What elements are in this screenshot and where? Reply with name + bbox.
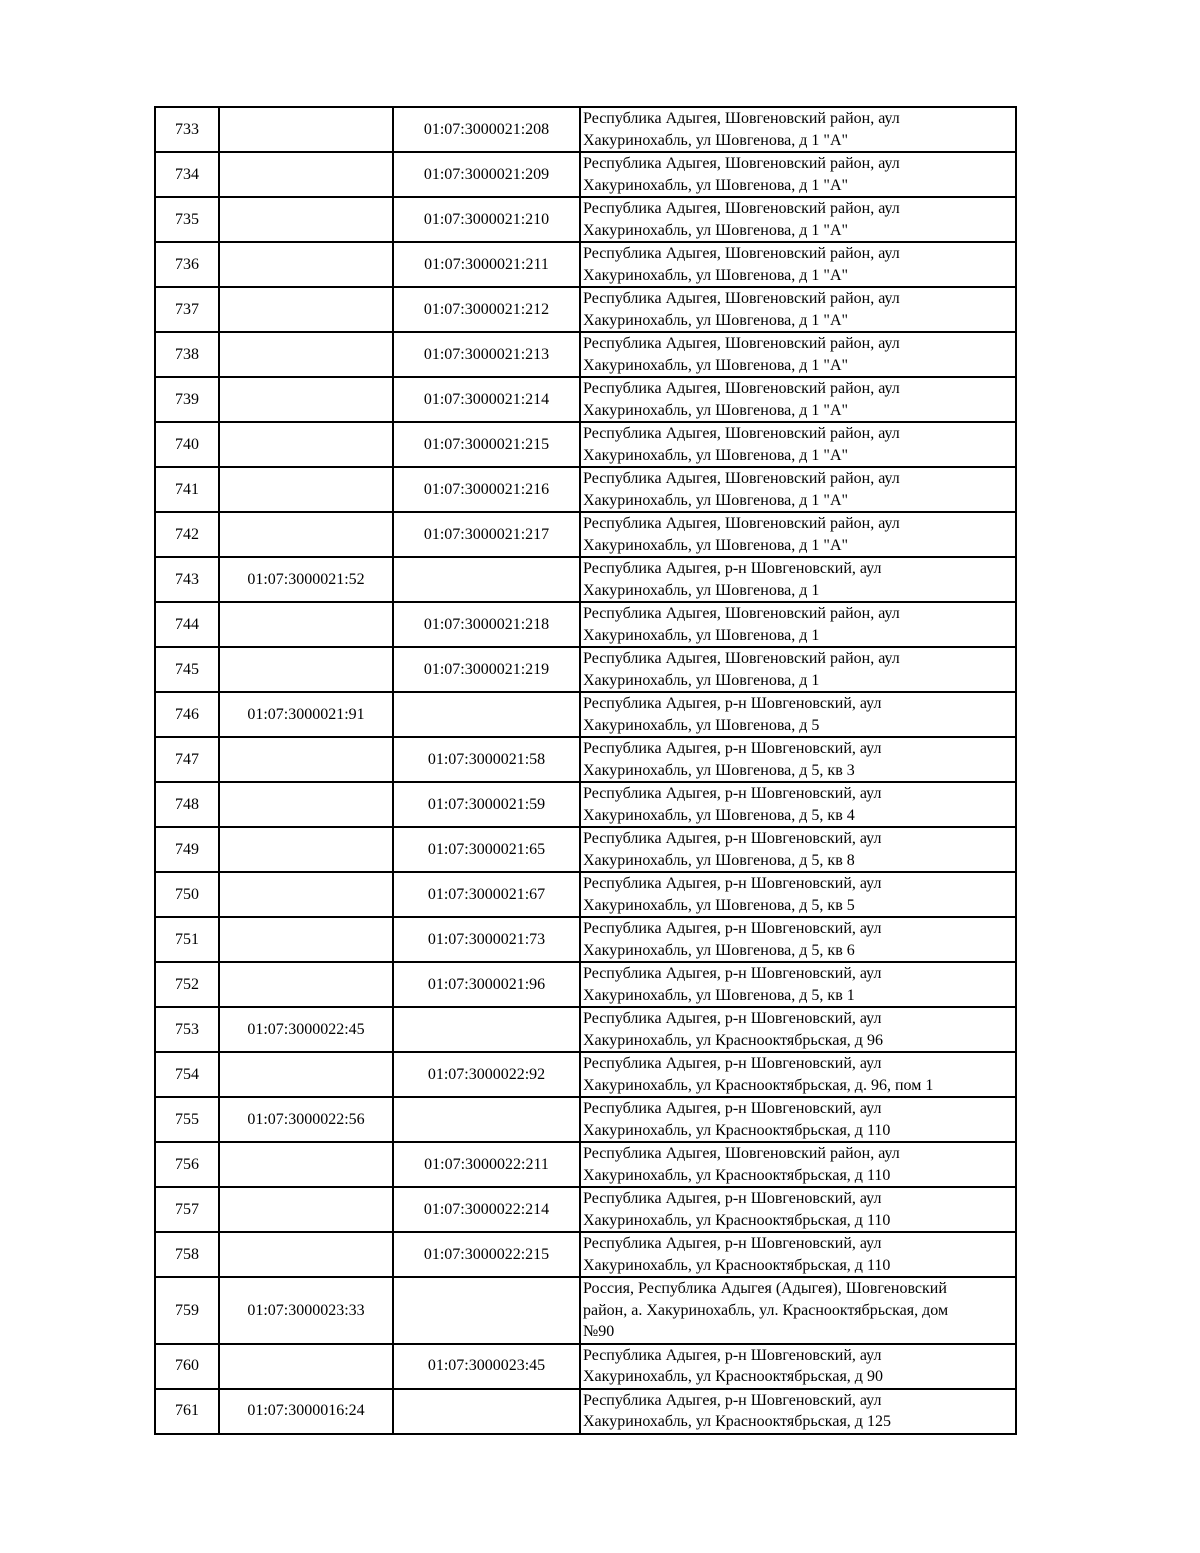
address-cell: Республика Адыгея, р-н Шовгеновский, аул Хакуринохабль, ул Краснооктябрьская, д 90 xyxy=(580,1344,1016,1389)
row-number-cell: 754 xyxy=(155,1052,219,1097)
row-number-cell: 749 xyxy=(155,827,219,872)
table-row xyxy=(155,1142,1016,1187)
land-cadastral-number-cell xyxy=(219,1142,393,1187)
address-cell: Республика Адыгея, р-н Шовгеновский, аул Хакуринохабль, ул Краснооктябрьская, д 125 xyxy=(580,1389,1016,1434)
address-cell: Республика Адыгея, р-н Шовгеновский, аул Хакуринохабль, ул Шовгенова, д 5, кв 3 xyxy=(580,737,1016,782)
address-cell: Республика Адыгея, Шовгеновский район, аул Хакуринохабль, ул Шовгенова, д 1 "А" xyxy=(580,422,1016,467)
row-number-cell: 752 xyxy=(155,962,219,1007)
object-cadastral-number-cell: 01:07:3000021:218 xyxy=(393,602,580,647)
table-row xyxy=(155,1097,1016,1142)
table-row xyxy=(155,872,1016,917)
land-cadastral-number-cell xyxy=(219,872,393,917)
row-number-cell: 757 xyxy=(155,1187,219,1232)
address-cell: Республика Адыгея, р-н Шовгеновский, аул Хакуринохабль, ул Шовгенова, д 5, кв 4 xyxy=(580,782,1016,827)
object-cadastral-number-cell xyxy=(393,1007,580,1052)
object-cadastral-number-cell: 01:07:3000022:215 xyxy=(393,1232,580,1277)
object-cadastral-number-cell: 01:07:3000021:211 xyxy=(393,242,580,287)
table-row xyxy=(155,197,1016,242)
row-number-cell: 741 xyxy=(155,467,219,512)
object-cadastral-number-cell: 01:07:3000021:219 xyxy=(393,647,580,692)
table-row xyxy=(155,1389,1016,1434)
land-cadastral-number-cell: 01:07:3000022:45 xyxy=(219,1007,393,1052)
address-cell: Республика Адыгея, р-н Шовгеновский, аул Хакуринохабль, ул Шовгенова, д 5, кв 1 xyxy=(580,962,1016,1007)
property-registry-table xyxy=(154,106,1017,1435)
table-row xyxy=(155,1187,1016,1232)
table-row xyxy=(155,1277,1016,1344)
address-cell: Республика Адыгея, р-н Шовгеновский, аул Хакуринохабль, ул Краснооктябрьская, д 110 xyxy=(580,1232,1016,1277)
land-cadastral-number-cell: 01:07:3000022:56 xyxy=(219,1097,393,1142)
object-cadastral-number-cell xyxy=(393,1389,580,1434)
address-cell: Республика Адыгея, р-н Шовгеновский, аул Хакуринохабль, ул Краснооктябрьская, д 96 xyxy=(580,1007,1016,1052)
object-cadastral-number-cell: 01:07:3000021:210 xyxy=(393,197,580,242)
land-cadastral-number-cell: 01:07:3000023:33 xyxy=(219,1277,393,1344)
object-cadastral-number-cell: 01:07:3000022:214 xyxy=(393,1187,580,1232)
land-cadastral-number-cell xyxy=(219,242,393,287)
table-row xyxy=(155,107,1016,152)
row-number-cell: 735 xyxy=(155,197,219,242)
address-cell: Республика Адыгея, р-н Шовгеновский, аул Хакуринохабль, ул Краснооктябрьская, д 110 xyxy=(580,1187,1016,1232)
row-number-cell: 753 xyxy=(155,1007,219,1052)
table-row xyxy=(155,422,1016,467)
row-number-cell: 760 xyxy=(155,1344,219,1389)
row-number-cell: 758 xyxy=(155,1232,219,1277)
row-number-cell: 759 xyxy=(155,1277,219,1344)
land-cadastral-number-cell xyxy=(219,647,393,692)
row-number-cell: 751 xyxy=(155,917,219,962)
land-cadastral-number-cell xyxy=(219,602,393,647)
land-cadastral-number-cell xyxy=(219,827,393,872)
row-number-cell: 745 xyxy=(155,647,219,692)
object-cadastral-number-cell: 01:07:3000021:67 xyxy=(393,872,580,917)
address-cell: Республика Адыгея, Шовгеновский район, аул Хакуринохабль, ул Шовгенова, д 1 "А" xyxy=(580,512,1016,557)
land-cadastral-number-cell xyxy=(219,512,393,557)
address-cell: Республика Адыгея, р-н Шовгеновский, аул Хакуринохабль, ул Краснооктябрьская, д 110 xyxy=(580,1097,1016,1142)
object-cadastral-number-cell: 01:07:3000021:209 xyxy=(393,152,580,197)
object-cadastral-number-cell: 01:07:3000021:215 xyxy=(393,422,580,467)
row-number-cell: 736 xyxy=(155,242,219,287)
address-cell: Республика Адыгея, р-н Шовгеновский, аул Хакуринохабль, ул Краснооктябрьская, д. 96, пом 1 xyxy=(580,1052,1016,1097)
object-cadastral-number-cell: 01:07:3000021:65 xyxy=(393,827,580,872)
address-cell: Республика Адыгея, р-н Шовгеновский, аул Хакуринохабль, ул Шовгенова, д 1 xyxy=(580,557,1016,602)
table-row xyxy=(155,377,1016,422)
table-row xyxy=(155,1052,1016,1097)
land-cadastral-number-cell xyxy=(219,962,393,1007)
table-row xyxy=(155,332,1016,377)
table-row xyxy=(155,467,1016,512)
land-cadastral-number-cell xyxy=(219,1344,393,1389)
address-cell: Республика Адыгея, Шовгеновский район, аул Хакуринохабль, ул Шовгенова, д 1 "А" xyxy=(580,242,1016,287)
table-row xyxy=(155,962,1016,1007)
row-number-cell: 750 xyxy=(155,872,219,917)
address-cell: Республика Адыгея, Шовгеновский район, аул Хакуринохабль, ул Шовгенова, д 1 "А" xyxy=(580,107,1016,152)
object-cadastral-number-cell: 01:07:3000021:212 xyxy=(393,287,580,332)
object-cadastral-number-cell xyxy=(393,1097,580,1142)
row-number-cell: 744 xyxy=(155,602,219,647)
land-cadastral-number-cell: 01:07:3000016:24 xyxy=(219,1389,393,1434)
address-cell: Республика Адыгея, р-н Шовгеновский, аул Хакуринохабль, ул Шовгенова, д 5, кв 5 xyxy=(580,872,1016,917)
address-cell: Республика Адыгея, р-н Шовгеновский, аул Хакуринохабль, ул Шовгенова, д 5, кв 6 xyxy=(580,917,1016,962)
land-cadastral-number-cell xyxy=(219,1232,393,1277)
row-number-cell: 734 xyxy=(155,152,219,197)
object-cadastral-number-cell: 01:07:3000021:96 xyxy=(393,962,580,1007)
address-cell: Республика Адыгея, Шовгеновский район, аул Хакуринохабль, ул Шовгенова, д 1 "А" xyxy=(580,377,1016,422)
object-cadastral-number-cell: 01:07:3000022:92 xyxy=(393,1052,580,1097)
address-cell: Республика Адыгея, Шовгеновский район, аул Хакуринохабль, ул Краснооктябрьская, д 110 xyxy=(580,1142,1016,1187)
object-cadastral-number-cell: 01:07:3000022:211 xyxy=(393,1142,580,1187)
land-cadastral-number-cell xyxy=(219,782,393,827)
address-cell: Республика Адыгея, р-н Шовгеновский, аул Хакуринохабль, ул Шовгенова, д 5, кв 8 xyxy=(580,827,1016,872)
object-cadastral-number-cell xyxy=(393,557,580,602)
land-cadastral-number-cell xyxy=(219,1187,393,1232)
object-cadastral-number-cell: 01:07:3000021:59 xyxy=(393,782,580,827)
row-number-cell: 755 xyxy=(155,1097,219,1142)
table-row xyxy=(155,512,1016,557)
row-number-cell: 743 xyxy=(155,557,219,602)
table-row xyxy=(155,737,1016,782)
land-cadastral-number-cell xyxy=(219,1052,393,1097)
address-cell: Республика Адыгея, Шовгеновский район, аул Хакуринохабль, ул Шовгенова, д 1 "А" xyxy=(580,287,1016,332)
table-row xyxy=(155,602,1016,647)
table-row xyxy=(155,287,1016,332)
row-number-cell: 737 xyxy=(155,287,219,332)
address-cell: Республика Адыгея, Шовгеновский район, аул Хакуринохабль, ул Шовгенова, д 1 xyxy=(580,602,1016,647)
table-row xyxy=(155,1007,1016,1052)
land-cadastral-number-cell xyxy=(219,107,393,152)
address-cell: Республика Адыгея, Шовгеновский район, аул Хакуринохабль, ул Шовгенова, д 1 "А" xyxy=(580,152,1016,197)
table-row xyxy=(155,917,1016,962)
table-row xyxy=(155,782,1016,827)
object-cadastral-number-cell: 01:07:3000021:217 xyxy=(393,512,580,557)
address-cell: Россия, Республика Адыгея (Адыгея), Шовгеновский район, а. Хакуринохабль, ул. Краснооктябрьская, дом №90 xyxy=(580,1277,1016,1344)
row-number-cell: 738 xyxy=(155,332,219,377)
row-number-cell: 740 xyxy=(155,422,219,467)
land-cadastral-number-cell xyxy=(219,422,393,467)
land-cadastral-number-cell xyxy=(219,197,393,242)
row-number-cell: 748 xyxy=(155,782,219,827)
row-number-cell: 733 xyxy=(155,107,219,152)
row-number-cell: 747 xyxy=(155,737,219,782)
table-row xyxy=(155,1344,1016,1389)
table-row xyxy=(155,692,1016,737)
land-cadastral-number-cell xyxy=(219,332,393,377)
table-row xyxy=(155,152,1016,197)
object-cadastral-number-cell: 01:07:3000021:208 xyxy=(393,107,580,152)
object-cadastral-number-cell: 01:07:3000021:214 xyxy=(393,377,580,422)
address-cell: Республика Адыгея, Шовгеновский район, аул Хакуринохабль, ул Шовгенова, д 1 xyxy=(580,647,1016,692)
row-number-cell: 756 xyxy=(155,1142,219,1187)
land-cadastral-number-cell: 01:07:3000021:91 xyxy=(219,692,393,737)
object-cadastral-number-cell: 01:07:3000021:213 xyxy=(393,332,580,377)
row-number-cell: 746 xyxy=(155,692,219,737)
object-cadastral-number-cell xyxy=(393,1277,580,1344)
row-number-cell: 739 xyxy=(155,377,219,422)
address-cell: Республика Адыгея, Шовгеновский район, аул Хакуринохабль, ул Шовгенова, д 1 "А" xyxy=(580,467,1016,512)
table-row xyxy=(155,647,1016,692)
table-row xyxy=(155,827,1016,872)
object-cadastral-number-cell: 01:07:3000023:45 xyxy=(393,1344,580,1389)
object-cadastral-number-cell xyxy=(393,692,580,737)
land-cadastral-number-cell xyxy=(219,917,393,962)
land-cadastral-number-cell xyxy=(219,287,393,332)
land-cadastral-number-cell xyxy=(219,152,393,197)
table-row xyxy=(155,1232,1016,1277)
address-cell: Республика Адыгея, р-н Шовгеновский, аул Хакуринохабль, ул Шовгенова, д 5 xyxy=(580,692,1016,737)
row-number-cell: 742 xyxy=(155,512,219,557)
land-cadastral-number-cell xyxy=(219,377,393,422)
land-cadastral-number-cell: 01:07:3000021:52 xyxy=(219,557,393,602)
table-row xyxy=(155,557,1016,602)
land-cadastral-number-cell xyxy=(219,737,393,782)
object-cadastral-number-cell: 01:07:3000021:216 xyxy=(393,467,580,512)
table-row xyxy=(155,242,1016,287)
object-cadastral-number-cell: 01:07:3000021:73 xyxy=(393,917,580,962)
row-number-cell: 761 xyxy=(155,1389,219,1434)
address-cell: Республика Адыгея, Шовгеновский район, аул Хакуринохабль, ул Шовгенова, д 1 "А" xyxy=(580,332,1016,377)
object-cadastral-number-cell: 01:07:3000021:58 xyxy=(393,737,580,782)
table-body xyxy=(155,107,1016,1434)
land-cadastral-number-cell xyxy=(219,467,393,512)
address-cell: Республика Адыгея, Шовгеновский район, аул Хакуринохабль, ул Шовгенова, д 1 "А" xyxy=(580,197,1016,242)
